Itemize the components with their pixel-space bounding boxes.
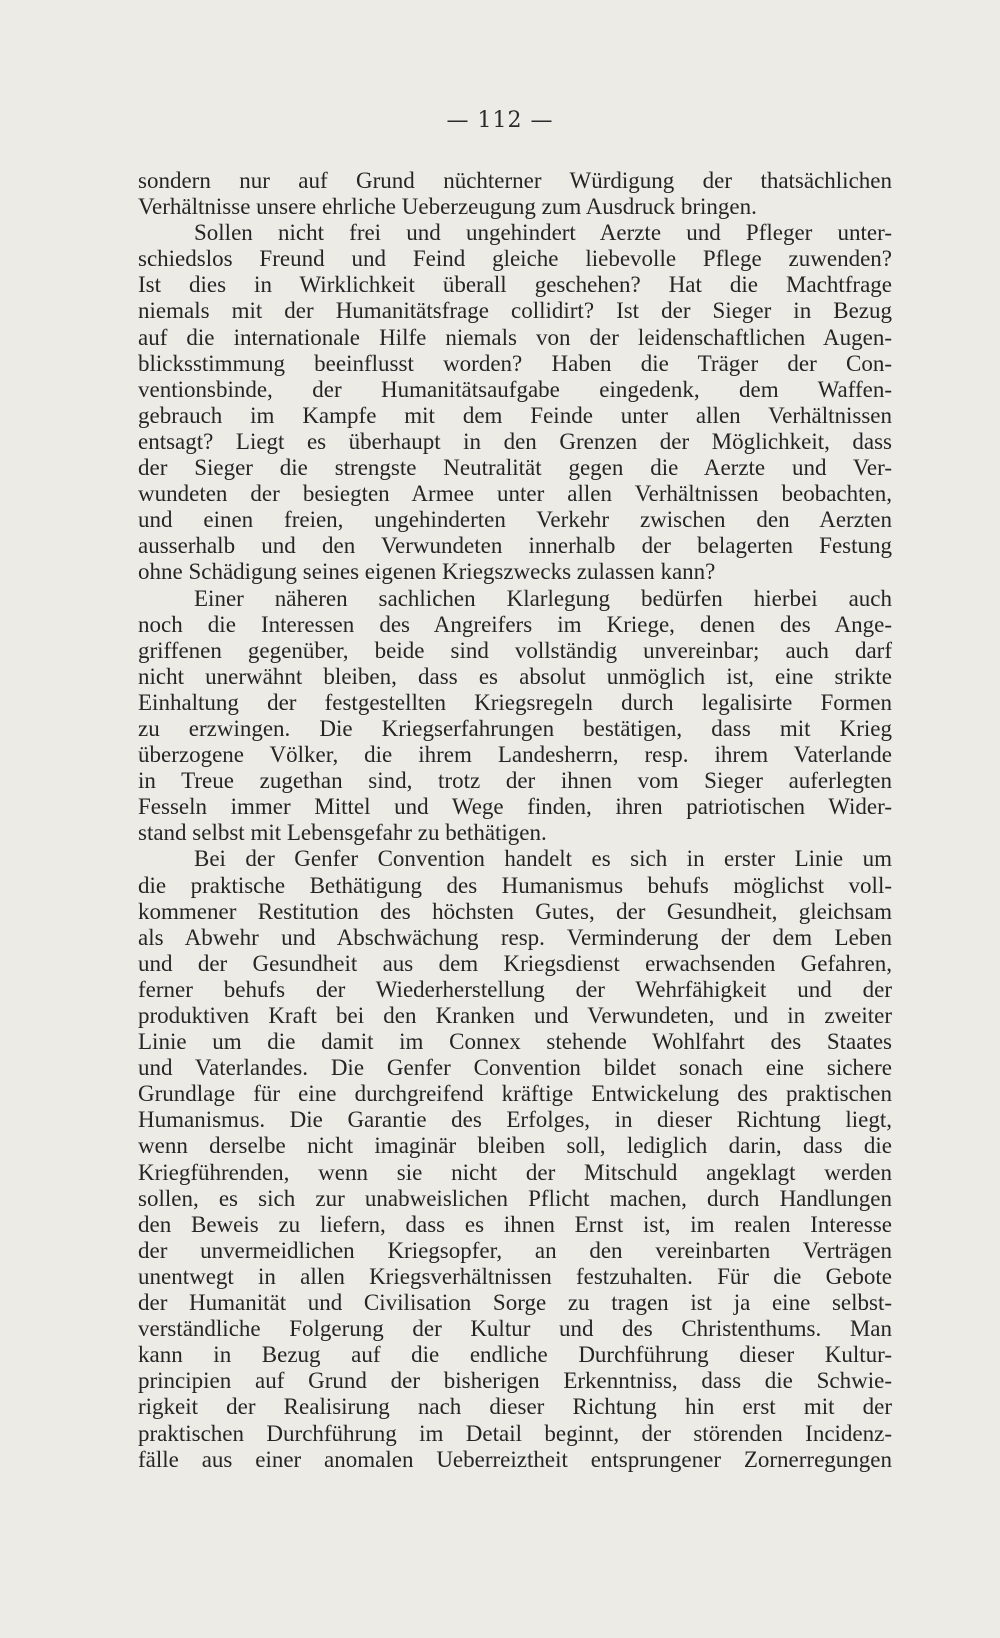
text-line: rigkeit der Realisirung nach dieser Richtung hin erst mit der: [138, 1394, 892, 1420]
text-line: Grundlage für eine durchgreifend kräftige Entwickelung des praktischen: [138, 1081, 892, 1107]
text-line: Sollen nicht frei und ungehindert Aerzte und Pfleger unter-: [194, 220, 892, 246]
text-line: Kriegführenden, wenn sie nicht der Mitschuld angeklagt werden: [138, 1159, 892, 1185]
text-line: gebrauch im Kampfe mit dem Feinde unter allen Verhältnissen: [138, 402, 892, 428]
text-line: kommener Restitution des höchsten Gutes, der Gesundheit, gleichsam: [138, 898, 892, 924]
text-line: noch die Interessen des Angreifers im Kriege, denen des Ange-: [138, 611, 892, 637]
text-line: stand selbst mit Lebensgefahr zu bethätigen.: [138, 820, 547, 846]
text-line: und einen freien, ungehinderten Verkehr zwischen den Aerzten: [138, 507, 892, 533]
text-line: Fesseln immer Mittel und Wege finden, ihren patriotischen Wider-: [138, 794, 892, 820]
text-line: wundeten der besiegten Armee unter allen Verhältnissen beobachten,: [138, 481, 892, 507]
text-line: und der Gesundheit aus dem Kriegsdienst erwachsenden Gefahren,: [138, 950, 892, 976]
text-line: der Sieger die strengste Neutralität gegen die Aerzte und Ver-: [138, 455, 892, 481]
text-line: niemals mit der Humanitätsfrage collidirt? Ist der Sieger in Bezug: [138, 298, 892, 324]
text-line: fälle aus einer anomalen Ueberreiztheit entsprungener Zornerregungen: [138, 1446, 892, 1472]
body-text: [138, 168, 892, 1473]
text-line: der Humanität und Civilisation Sorge zu tragen ist ja eine selbst-: [138, 1290, 892, 1316]
text-line: unentwegt in allen Kriegsverhältnissen festzuhalten. Für die Gebote: [138, 1263, 892, 1289]
text-line: Einer näheren sachlichen Klarlegung bedürfen hierbei auch: [194, 585, 892, 611]
text-line: praktischen Durchführung im Detail beginnt, der störenden Incidenz-: [138, 1420, 892, 1446]
text-line: schiedslos Freund und Feind gleiche liebevolle Pflege zuwenden?: [138, 246, 892, 272]
page-number: — 112 —: [446, 108, 554, 133]
text-line: nicht unerwähnt bleiben, dass es absolut unmöglich ist, eine strikte: [138, 663, 892, 689]
text-line: Humanismus. Die Garantie des Erfolges, in dieser Richtung liegt,: [138, 1107, 892, 1133]
text-line: principien auf Grund der bisherigen Erkenntniss, dass die Schwie-: [138, 1368, 892, 1394]
text-line: sollen, es sich zur unabweislichen Pflicht machen, durch Handlungen: [138, 1185, 892, 1211]
text-line: ventionsbinde, der Humanitätsaufgabe eingedenk, dem Waffen-: [138, 376, 892, 402]
text-line: und Vaterlandes. Die Genfer Convention bildet sonach eine sichere: [138, 1055, 892, 1081]
text-line: Einhaltung der festgestellten Kriegsregeln durch legalisirte Formen: [138, 689, 892, 715]
text-line: ferner behufs der Wiederherstellung der Wehrfähigkeit und der: [138, 976, 892, 1002]
text-line: verständliche Folgerung der Kultur und des Christenthums. Man: [138, 1316, 892, 1342]
text-line: sondern nur auf Grund nüchterner Würdigung der thatsächlichen: [138, 168, 892, 193]
text-line: als Abwehr und Abschwächung resp. Verminderung der dem Leben: [138, 924, 892, 950]
text-line: überzogene Völker, die ihrem Landesherrn, resp. ihrem Vaterlande: [138, 742, 892, 768]
text-line: Bei der Genfer Convention handelt es sich in erster Linie um: [194, 846, 892, 872]
text-line: produktiven Kraft bei den Kranken und Verwundeten, und in zweiter: [138, 1003, 892, 1028]
text-line: auf die internationale Hilfe niemals von der leidenschaftlichen Augen-: [138, 324, 892, 350]
text-line: entsagt? Liegt es überhaupt in den Grenzen der Möglichkeit, dass: [138, 428, 892, 454]
text-line: in Treue zugethan sind, trotz der ihnen vom Sieger auferlegten: [138, 768, 892, 794]
text-line: griffenen gegenüber, beide sind vollständig unvereinbar; auch darf: [138, 637, 892, 663]
text-line: Ist dies in Wirklichkeit überall geschehen? Hat die Machtfrage: [138, 272, 892, 298]
text-line: kann in Bezug auf die endliche Durchführung dieser Kultur-: [138, 1342, 892, 1368]
text-line: Linie um die damit im Connex stehende Wohlfahrt des Staates: [138, 1029, 892, 1055]
text-line: zu erzwingen. Die Kriegserfahrungen bestätigen, dass mit Krieg: [138, 715, 892, 741]
text-line: die praktische Bethätigung des Humanismus behufs möglichst voll-: [138, 872, 892, 898]
text-line: Verhältnisse unsere ehrliche Ueberzeugung zum Ausdruck bringen.: [138, 194, 757, 220]
text-line: wenn derselbe nicht imaginär bleiben soll, lediglich darin, dass die: [138, 1133, 892, 1159]
text-line: den Beweis zu liefern, dass es ihnen Ernst ist, im realen Interesse: [138, 1211, 892, 1237]
text-line: ausserhalb und den Verwundeten innerhalb der belagerten Festung: [138, 533, 892, 559]
text-line: der unvermeidlichen Kriegsopfer, an den vereinbarten Verträgen: [138, 1237, 892, 1263]
text-line: ohne Schädigung seines eigenen Kriegszwecks zulassen kann?: [138, 559, 716, 585]
text-line: blicksstimmung beeinflusst worden? Haben die Träger der Con-: [138, 350, 892, 376]
